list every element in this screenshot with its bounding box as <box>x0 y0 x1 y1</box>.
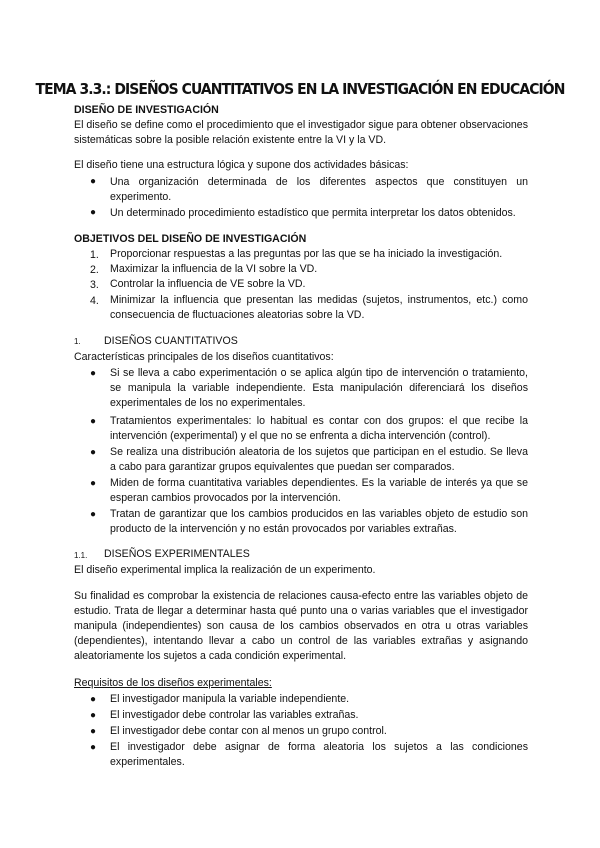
paragraph-intro: Características principales de los diseños cuantitativos: <box>74 351 334 363</box>
section-heading-diseno: DISEÑO DE INVESTIGACIÓN <box>74 104 219 116</box>
bullet-icon: ● <box>90 478 97 489</box>
list-number: 2. <box>90 264 99 276</box>
section-number: 1. <box>74 337 81 346</box>
section-number: 1.1. <box>74 551 88 560</box>
list-number: 1. <box>90 249 99 261</box>
list-item: Controlar la influencia de VE sobre la VD. <box>110 278 306 290</box>
document-title: TEMA 3.3.: DISEÑOS CUANTITATIVOS EN LA INVESTIGACIÓN EN EDUCACIÓN <box>35 80 565 98</box>
bullet-icon: ● <box>90 416 97 427</box>
list-item: El investigador debe controlar las variables extrañas. <box>110 709 359 721</box>
section-heading-experimentales: DISEÑOS EXPERIMENTALES <box>104 548 250 560</box>
list-item: Un determinado procedimiento estadístico que permita interpretar los datos obtenidos. <box>110 207 516 219</box>
section-heading-objetivos: OBJETIVOS DEL DISEÑO DE INVESTIGACIÓN <box>74 233 307 245</box>
list-item: Se realiza una distribución aleatoria de los sujetos que participan en el estudio. Se lleva a cabo para garantizar grupos equivalentes que puedan ser comparados. <box>110 446 528 473</box>
list-item: Una organización determinada de los diferentes aspectos que constituyen un experimento. <box>110 176 528 203</box>
list-item: Tratamientos experimentales: lo habitual es contar con dos grupos: el que recibe la intervención (experimental) y el que no se enfrenta a dicha intervención (control). <box>110 415 528 442</box>
paragraph-structure: El diseño tiene una estructura lógica y supone dos actividades básicas: <box>74 159 409 171</box>
list-item: El investigador debe asignar de forma aleatoria los sujetos a las condiciones experimentales. <box>110 741 528 768</box>
section-heading-cuantitativos: DISEÑOS CUANTITATIVOS <box>104 335 238 347</box>
paragraph-definition: El diseño se define como el procedimiento que el investigador sigue para obtener observaciones sistemáticas sobre la posible relación existente entre la VI y la VD. <box>74 119 528 146</box>
bullet-icon: ● <box>90 447 97 458</box>
bullet-icon: ● <box>90 710 97 721</box>
bullet-icon: ● <box>90 742 97 753</box>
list-item: Minimizar la influencia que presentan las medidas (sujetos, instrumentos, etc.) como consecuencia de fluctuaciones aleatorias sobre la VD. <box>110 294 528 321</box>
paragraph-experiment: El diseño experimental implica la realización de un experimento. <box>74 564 376 576</box>
list-item: El investigador debe contar con al menos un grupo control. <box>110 725 387 737</box>
bullet-icon: ● <box>90 368 97 379</box>
list-item: Si se lleva a cabo experimentación o se aplica algún tipo de intervención o tratamiento, se manipula la variable independiente. Esta manipulación diferenciará los diseños experimentales de los no experimentales. <box>110 367 528 409</box>
list-item: Miden de forma cuantitativa variables dependientes. Es la variable de interés ya que se esperan cambios provocados por la intervención. <box>110 477 528 504</box>
bullet-icon: ● <box>90 694 97 705</box>
list-item: Tratan de garantizar que los cambios producidos en las variables objeto de estudio son producto de la intervención y no están provocados por variables extrañas. <box>110 508 528 535</box>
bullet-icon: ● <box>90 509 97 520</box>
list-item: Maximizar la influencia de la VI sobre la VD. <box>110 263 318 275</box>
paragraph-finalidad: Su finalidad es comprobar la existencia de relaciones causa-efecto entre las variables objeto de estudio. Trata de llegar a determinar hasta qué punto una o varias variables que el investigador manipula (independientes) son causa de los cambios observados en otra u otras variables (dependientes), intentando llevar a cabo un control de las variables extrañas y asignando aleatoriamente los sujetos a cada condición experimental. <box>74 590 528 662</box>
bullet-icon: ● <box>90 207 97 218</box>
bullet-icon: ● <box>90 176 97 187</box>
list-number: 3. <box>90 279 99 291</box>
bullet-icon: ● <box>90 726 97 737</box>
requirements-heading: Requisitos de los diseños experimentales: <box>74 677 272 689</box>
list-number: 4. <box>90 295 99 307</box>
list-item: El investigador manipula la variable independiente. <box>110 693 350 705</box>
list-item: Proporcionar respuestas a las preguntas por las que se ha iniciado la investigación. <box>110 248 503 260</box>
